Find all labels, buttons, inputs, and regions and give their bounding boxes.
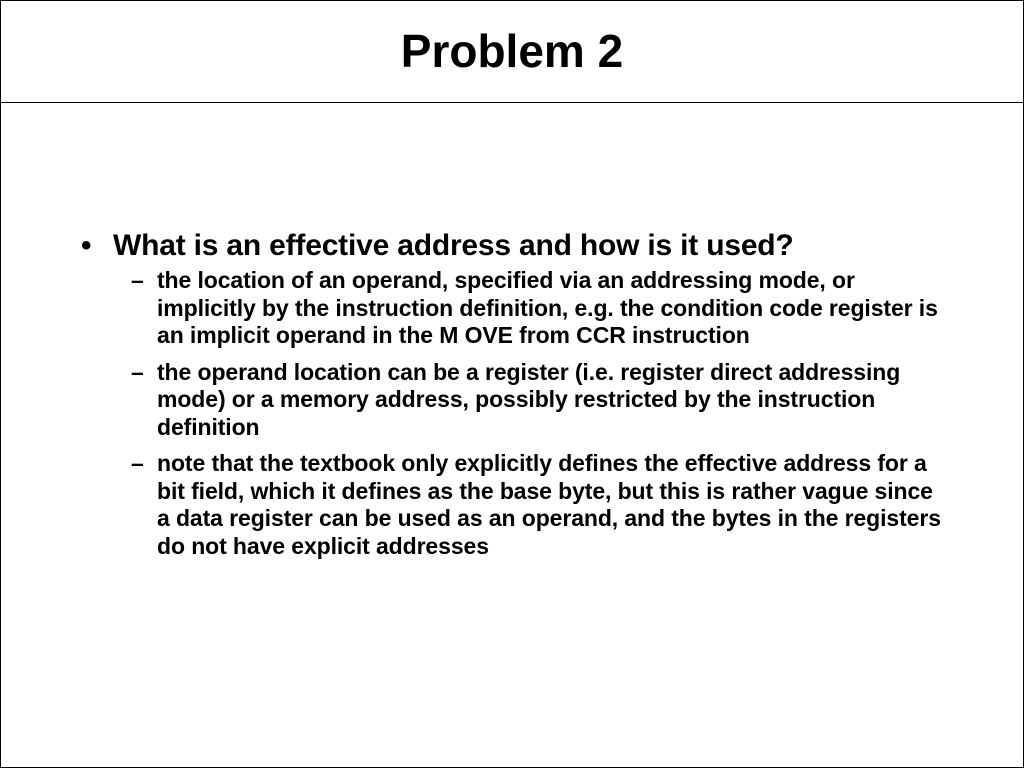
sub-bullet-marker: – bbox=[131, 450, 144, 476]
title-bar bbox=[1, 1, 1023, 103]
sub-bullet-text: note that the textbook only explicitly defines the effective address for a bit field, which it defines as the base byte, but this is rather vague since a data register can be used as an operand, and the bytes in the registers do not have explicit addresses bbox=[157, 450, 941, 559]
main-bullet-text: What is an effective address and how is it used? bbox=[113, 229, 794, 262]
bullet-marker: • bbox=[81, 229, 92, 262]
sub-bullet-1 bbox=[131, 267, 961, 350]
sub-bullet-3 bbox=[131, 450, 961, 560]
sub-bullet-list bbox=[131, 267, 961, 560]
sub-bullet-text: the location of an operand, specified via an addressing mode, or implicitly by the instruction definition, e.g. the condition code register is an implicit operand in the M OVE from CCR instruction bbox=[157, 267, 938, 348]
main-bullet bbox=[81, 227, 961, 265]
slide-content bbox=[81, 227, 961, 569]
sub-bullet-2 bbox=[131, 359, 961, 442]
sub-bullet-marker: – bbox=[131, 358, 144, 385]
sub-bullet-text: the operand location can be a register (i.e. register direct addressing mode) or a memory address, possibly restricted by the instruction definition bbox=[157, 358, 901, 440]
sub-bullet-marker: – bbox=[131, 267, 144, 293]
slide-title: Problem 2 bbox=[400, 24, 624, 77]
